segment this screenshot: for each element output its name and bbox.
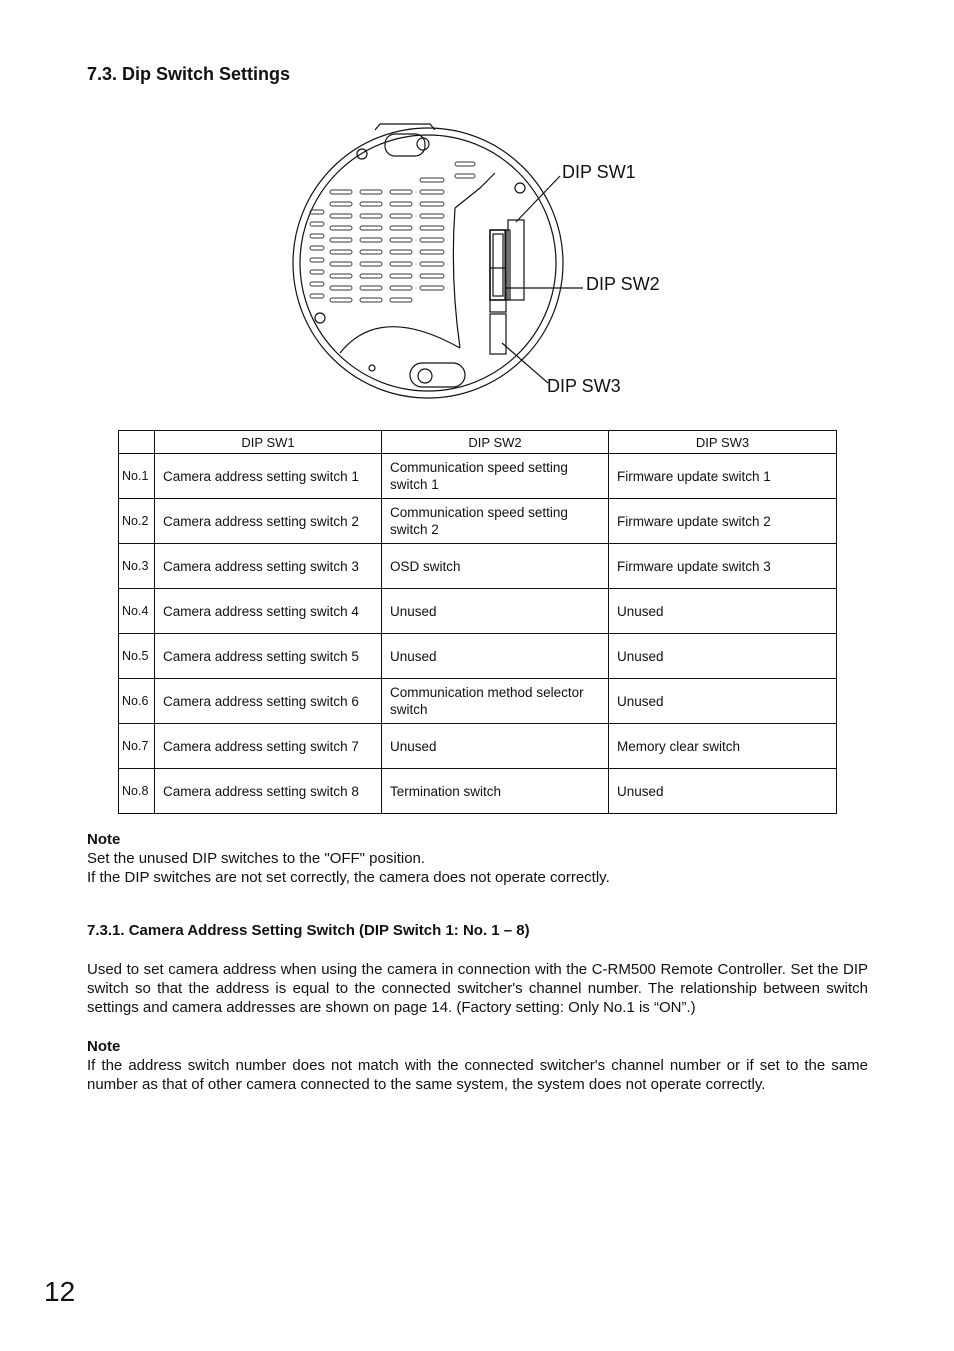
- housing-outline: [293, 128, 563, 398]
- table-header-cell: DIP SW1: [155, 431, 382, 454]
- dip-sw2-cell: Unused: [382, 634, 609, 679]
- dip-sw2-cell: Communication speed setting switch 2: [382, 499, 609, 544]
- subsection-heading: 7.3.1. Camera Address Setting Switch (DIP Switch 1: No. 1 – 8): [87, 922, 530, 939]
- dip-sw1-cell: Camera address setting switch 8: [155, 769, 382, 814]
- dip-sw3-cell: Firmware update switch 3: [609, 544, 837, 589]
- table-header-cell: DIP SW2: [382, 431, 609, 454]
- dip-sw1-cell: Camera address setting switch 7: [155, 724, 382, 769]
- switch-number: No.7: [119, 724, 155, 769]
- switch-number: No.8: [119, 769, 155, 814]
- dip-sw1-label: DIP SW1: [562, 162, 636, 182]
- dip-sw2-label: DIP SW2: [586, 274, 660, 294]
- dip-sw1-cell: Camera address setting switch 6: [155, 679, 382, 724]
- dip-sw3-cell: Firmware update switch 1: [609, 454, 837, 499]
- table-row: [119, 769, 837, 814]
- table-row: [119, 589, 837, 634]
- dip-sw1-cell: Camera address setting switch 2: [155, 499, 382, 544]
- dip-sw2-cell: Unused: [382, 589, 609, 634]
- dip-sw3-cell: Unused: [609, 679, 837, 724]
- subsection-body: Used to set camera address when using the camera in connection with the C-RM500 Remote Controller. Set the DIP switch so that the address is equal to the connected switcher's channel number. The relationship between switch settings and camera addresses are shown on page 14. (Factory setting: Only No.1 is “ON”.): [87, 961, 868, 1016]
- note-title: Note: [87, 1038, 121, 1055]
- note-title: Note: [87, 831, 121, 848]
- switch-number: No.2: [119, 499, 155, 544]
- switch-number: No.5: [119, 634, 155, 679]
- dip-sw1-cell: Camera address setting switch 5: [155, 634, 382, 679]
- dip-sw1-cell: Camera address setting switch 3: [155, 544, 382, 589]
- page-number: 12: [44, 1276, 76, 1307]
- table-row: [119, 724, 837, 769]
- note-text: Set the unused DIP switches to the "OFF" position.: [87, 850, 426, 867]
- dip-sw3-cell: Firmware update switch 2: [609, 499, 837, 544]
- table-header-cell: [119, 431, 155, 454]
- dip-sw2-cell: Communication speed setting switch 1: [382, 454, 609, 499]
- dip-sw2-cell: OSD switch: [382, 544, 609, 589]
- dip-sw3-cell: Unused: [609, 589, 837, 634]
- table-row: [119, 454, 837, 499]
- table-row: [119, 634, 837, 679]
- table-row: [119, 544, 837, 589]
- table-row: [119, 679, 837, 724]
- dip-sw2-block: [490, 268, 506, 312]
- note-block: [87, 1037, 868, 1094]
- note-text: If the DIP switches are not set correctly, the camera does not operate correctly.: [87, 869, 610, 886]
- switch-number: No.1: [119, 454, 155, 499]
- dip-sw2-cell: Communication method selector switch: [382, 679, 609, 724]
- dip-switch-diagram: [280, 118, 660, 408]
- dip-sw3-cell: Unused: [609, 769, 837, 814]
- switch-number: No.6: [119, 679, 155, 724]
- section-heading: 7.3. Dip Switch Settings: [87, 64, 291, 84]
- note-block: [87, 830, 868, 887]
- note-text: If the address switch number does not match with the connected switcher's channel number or if set to the same number as that of other camera connected to the same system, the system does not operate correctly.: [87, 1057, 868, 1093]
- dip-sw2-cell: Termination switch: [382, 769, 609, 814]
- dip-sw1-block: [490, 230, 506, 300]
- dip-sw3-cell: Unused: [609, 634, 837, 679]
- dip-sw1-cell: Camera address setting switch 1: [155, 454, 382, 499]
- table-header-cell: DIP SW3: [609, 431, 837, 454]
- dip-sw2-cell: Unused: [382, 724, 609, 769]
- dip-switch-table: [118, 430, 837, 814]
- switch-number: No.4: [119, 589, 155, 634]
- table-row: [119, 499, 837, 544]
- dip-sw1-cell: Camera address setting switch 4: [155, 589, 382, 634]
- dip-sw3-cell: Memory clear switch: [609, 724, 837, 769]
- dip-sw3-label: DIP SW3: [547, 376, 621, 396]
- dip-sw3-block: [490, 314, 506, 354]
- switch-number: No.3: [119, 544, 155, 589]
- table-header-row: [119, 431, 837, 454]
